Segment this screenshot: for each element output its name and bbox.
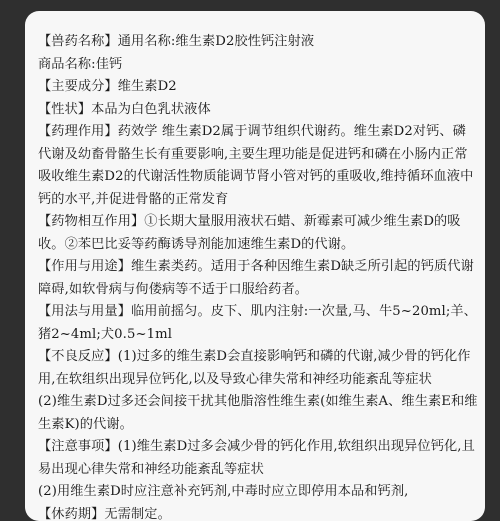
precautions-paragraph: 【注意事项】(1)维生素D过多会减少骨的钙化作用,软组织出现异位钙化,且易出现心律失常和神经功能紊乱等症状 [38, 436, 478, 481]
indications-paragraph: 【作用与用途】维生素类药。适用于各种因维生素D缺乏所引起的钙质代谢障碍,如软骨病与佝偻病等不适于口服给药者。 [38, 256, 478, 301]
pharmacology-paragraph: 【药理作用】药效学 维生素D2属于调节组织代谢药。维生素D2对钙、磷代谢及幼畜骨骼生长有重要影响,主要生理功能是促进钙和磷在小肠内正常吸收维生素D2的代谢活性物质能调节肾小管对钙的重吸收,维持循环血液中钙的水平,并促进骨骼的正常发育 [38, 121, 478, 211]
document-card [25, 11, 485, 521]
withdrawal-period-line: 【休药期】无需制定。 [38, 504, 478, 521]
adverse-reactions-item-2: (2)维生素D过多还会间接干扰其他脂溶性维生素(如维生素A、维生素E和维生素K)的代谢。 [38, 391, 478, 436]
precautions-item-2: (2)用维生素D时应注意补充钙剂,中毒时应立即停用本品和钙剂, [38, 481, 478, 504]
trade-name-line: 商品名称:佳钙 [38, 54, 478, 77]
document-body [38, 31, 478, 521]
drug-name-line: 【兽药名称】通用名称:维生素D2胶性钙注射液 [38, 31, 478, 54]
adverse-reactions-paragraph: 【不良反应】(1)过多的维生素D会直接影响钙和磷的代谢,减少骨的钙化作用,在软组织出现异位钙化,以及导致心律失常和神经功能紊乱等症状 [38, 346, 478, 391]
dosage-paragraph: 【用法与用量】临用前摇匀。皮下、肌内注射:一次量,马、牛5~20ml;羊、猪2~4ml;犬0.5~1ml [38, 301, 478, 346]
main-ingredient-line: 【主要成分】维生素D2 [38, 76, 478, 99]
drug-interaction-paragraph: 【药物相互作用】①长期大量服用液状石蜡、新霉素可减少维生素D的吸收。②苯巴比妥等药酶诱导剂能加速维生素D的代谢。 [38, 211, 478, 256]
properties-line: 【性状】本品为白色乳状液体 [38, 99, 478, 122]
